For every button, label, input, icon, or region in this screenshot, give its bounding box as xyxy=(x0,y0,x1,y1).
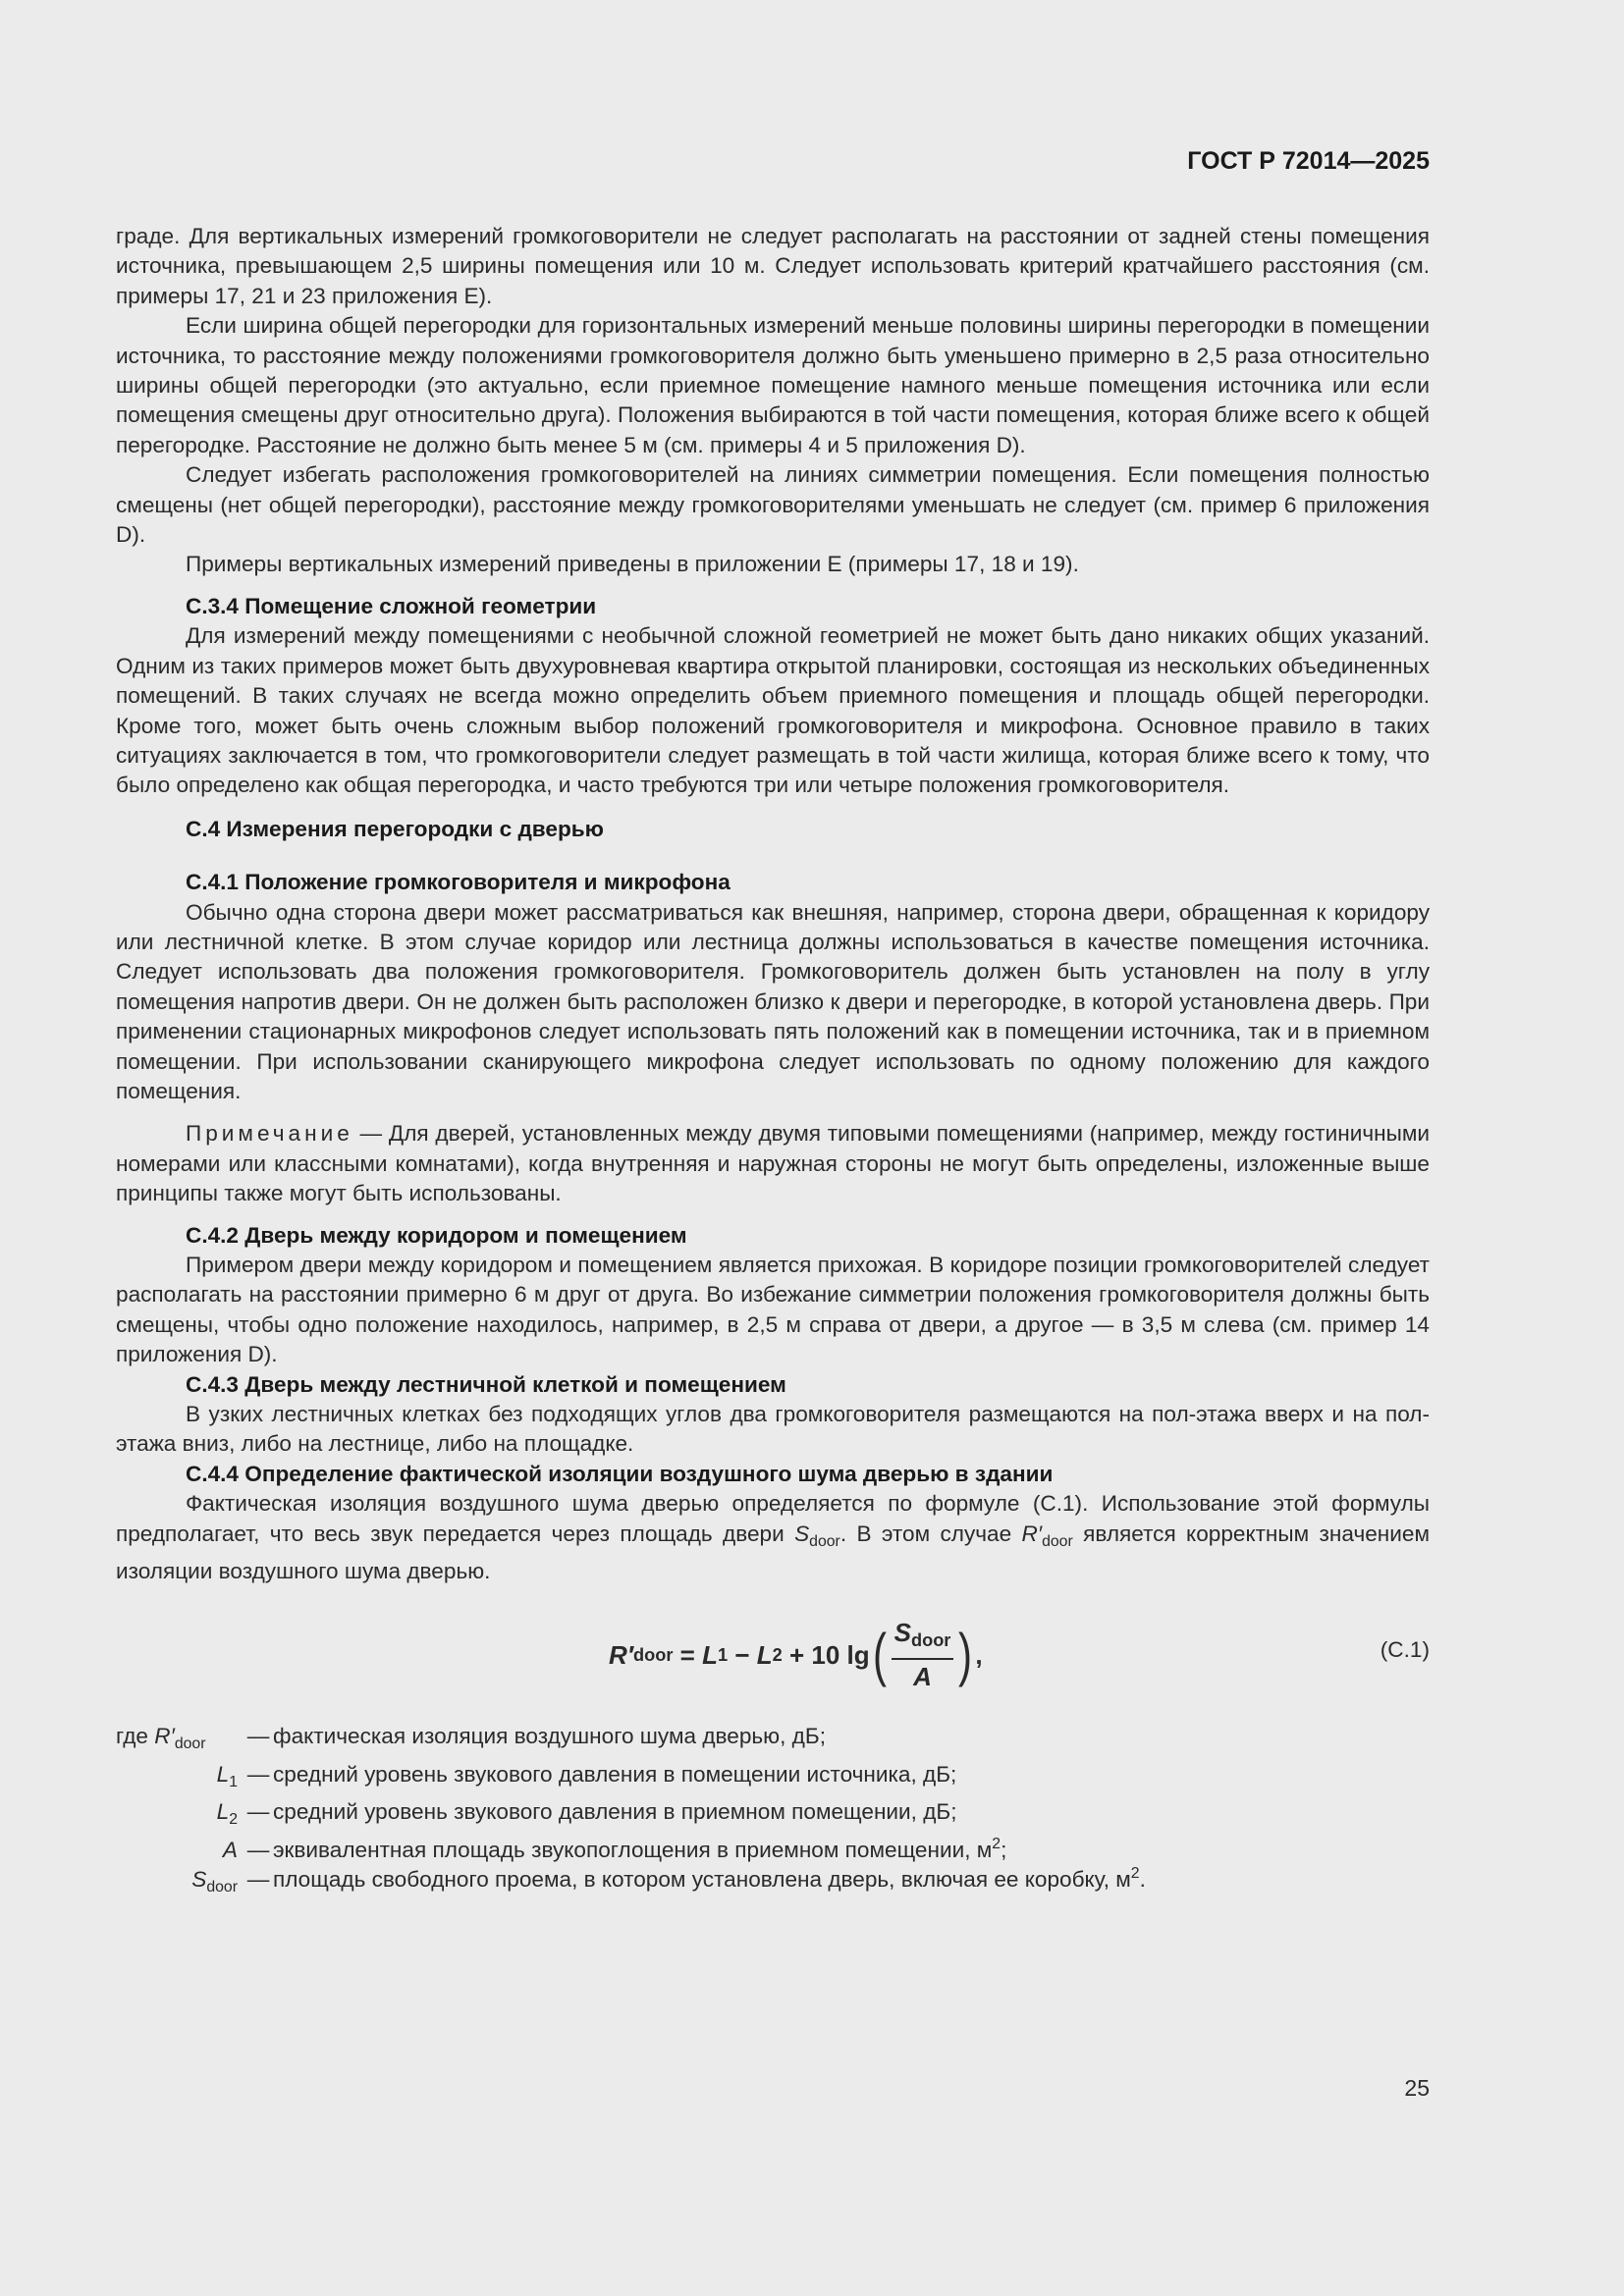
formula-expression: R′ door = L 1 − L 2 + 10 lg ( $\frac{S_{door}}{A}$ ) , xyxy=(609,1618,983,1691)
paragraph: Для измерений между помещениями с необычной сложной геометрией не может быть дано никаких общих указаний. Одним из таких примеров может быть двухуровневая квартира открытой планировки, состоящая из нескольких объединенных помещений. В таких случаях не всегда можно определить объем приемного помещения и площадь общей перегородки. Кроме того, может быть очень сложным выбор положений громкоговорителя и микрофона. Основное правило в таких ситуациях заключается в том, что громкоговорители следует размещать в той части жилища, которая ближе всего к тому, что было определено как общая перегородка, и часто требуются три или четыре положения громкоговорителя. xyxy=(116,623,1430,798)
section-heading: С.4.3 Дверь между лестничной клеткой и помещением xyxy=(186,1371,786,1397)
note-text: — Для дверей, установленных между двумя типовыми помещениями (например, между гостиничными номерами или классными комнатами), когда внутренняя и наружная стороны не могут быть определены, изложенные выше принципы также могут быть использованы. xyxy=(116,1121,1430,1206)
symbol-r: R′ xyxy=(1021,1521,1043,1546)
section-heading: С.4 Измерения перегородки с дверью xyxy=(186,816,604,841)
paragraph: Если ширина общей перегородки для горизонтальных измерений меньше половины ширины перегородки в помещении источника, то расстояние между положениями громкоговорителя должно быть уменьшено примерно в 2,5 раза относительно ширины общей перегородки (это актуально, если приемное помещение намного меньше помещения источника или если помещения смещены друг относительно друга). Положения выбираются в той части помещения, которая ближе всего к общей перегородке. Расстояние не должно быть менее 5 м (см. примеры 4 и 5 приложения D). xyxy=(116,313,1430,457)
paragraph: Примером двери между коридором и помещением является прихожая. В коридоре позиции громкоговорителей следует располагать на расстоянии примерно 6 м друг от друга. Во избежание симметрии положения громкоговорителя должны быть смещены, чтобы одно положение находилось, например, в 2,5 м справа от двери, а другое — в 3,5 м слева (см. пример 14 приложения D). xyxy=(116,1253,1430,1367)
right-paren: ) xyxy=(958,1621,973,1687)
fraction: $\frac{S_{door}}{A}$ xyxy=(892,1618,954,1691)
formula-number: (С.1) xyxy=(1380,1637,1430,1663)
section-heading: С.4.1 Положение громкоговорителя и микрофона xyxy=(186,870,731,895)
section-heading: С.3.4 Помещение сложной геометрии xyxy=(186,593,597,618)
note-label: Примечание xyxy=(186,1121,353,1147)
section-heading: С.4.4 Определение фактической изоляции воздушного шума дверью в здании xyxy=(186,1461,1054,1486)
document-body xyxy=(116,222,1430,1903)
paragraph: Примеры вертикальных измерений приведены в приложении E (примеры 17, 18 и 19). xyxy=(186,552,1079,577)
section-heading: С.4.2 Дверь между коридором и помещением xyxy=(186,1222,687,1248)
paragraph: Обычно одна сторона двери может рассматриваться как внешняя, например, сторона двери, обращенная к коридору или лестничной клетке. В этом случае коридор или лестница должны использоваться в качестве помещения источника. Следует использовать два положения громкоговорителя. Громкоговоритель должен быть установлен на полу в углу помещения напротив двери. Он не должен быть расположен близко к двери и перегородке, в которой установлена дверь. При применении стационарных микрофонов следует использовать пять положений как в помещении источника, так и в приемном помещении. При использовании сканирующего микрофона следует использовать по одному положению для каждого помещения. xyxy=(116,899,1430,1103)
left-paren: ( xyxy=(872,1621,887,1687)
note xyxy=(116,1119,1430,1208)
formula-c1 xyxy=(116,1606,1430,1696)
document-header: ГОСТ Р 72014—2025 xyxy=(1187,147,1430,175)
paragraph: Следует избегать расположения громкоговорителей на линиях симметрии помещения. Если помещения полностью смещены (нет общей перегородки), расстояние между громкоговорителями уменьшать не следует (см. пример 6 приложения D). xyxy=(116,462,1430,548)
paragraph: В узких лестничных клетках без подходящих углов два громкоговорителя размещаются на пол-этажа вверх и на пол-этажа вниз, либо на лестнице, либо на площадке. xyxy=(116,1402,1430,1457)
paragraph: Фактическая изоляция воздушного шума дверью определяется по формуле (С.1). Использование этой формулы предполагает, что весь звук передается через площадь двери $S_{door}$. В этом случае $R'_{door}$ является корректным значением изоляции воздушного шума дверью. xyxy=(116,1491,1430,1584)
formula-legend: где $R'_{door}$ — фактическая изоляция воздушного шума дверью, дБ; $L_1$ — средний уровень звукового давления в помещении источника, дБ; $L_2$ — средний уровень звукового давления в приемном помещении, дБ; A — эквивалентная площадь звукопоглощения в приемном помещении, $м^2$; $S_{door}$ — площадь свободного проема, в котором установлена дверь, включая ее коробку, $м^2$. xyxy=(116,1724,1146,1896)
paragraph: граде. Для вертикальных измерений громкоговорители не следует располагать на расстоянии от задней стены помещения источника, превышающем 2,5 ширины помещения или 10 м. Следует использовать критерий кратчайшего расстояния (см. примеры 17, 21 и 23 приложения E). xyxy=(116,224,1430,308)
symbol-s: S xyxy=(794,1521,810,1546)
page-number: 25 xyxy=(1404,2075,1430,2101)
